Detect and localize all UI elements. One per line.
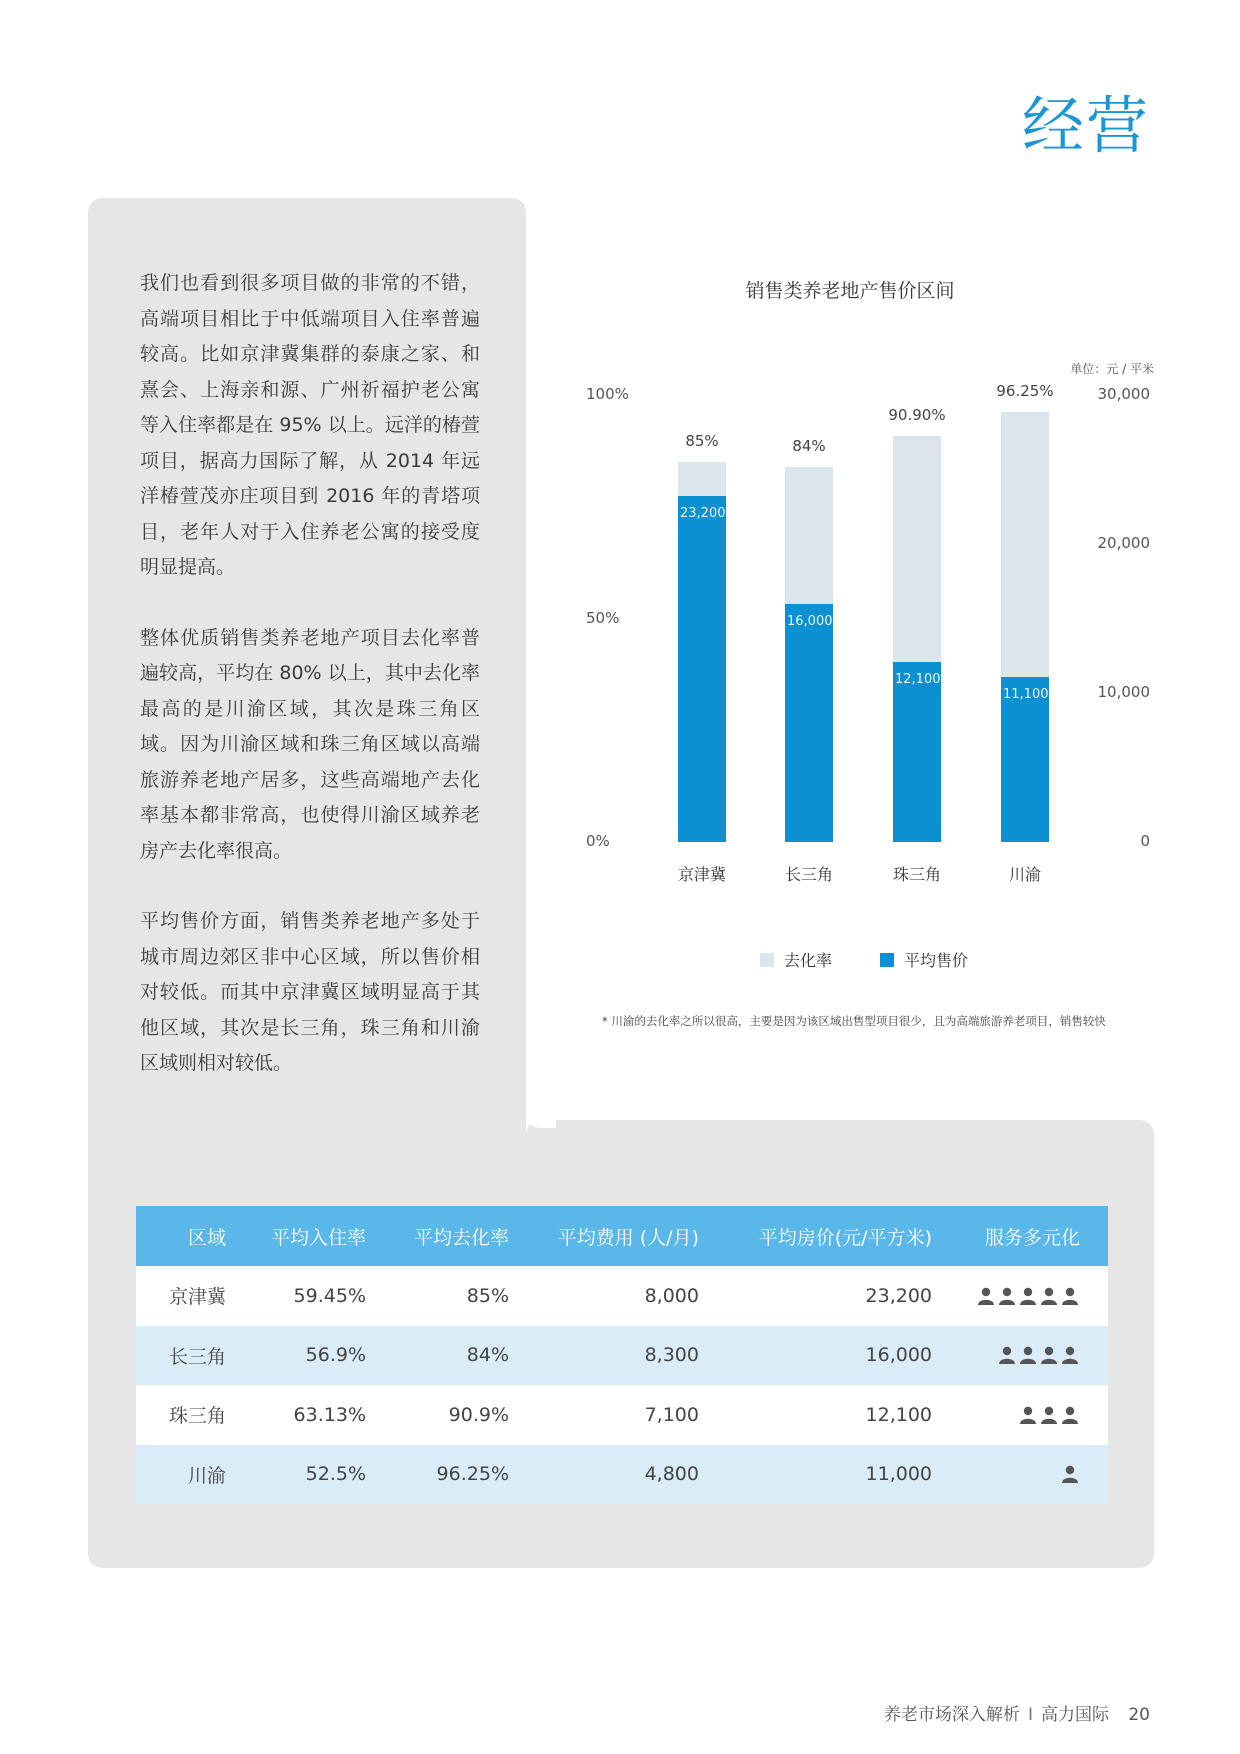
bar-price-label: 11,100: [1003, 686, 1049, 702]
legend-item-price: [880, 948, 968, 971]
person-icon: [1060, 1405, 1080, 1425]
cell-price: 12,100: [865, 1403, 932, 1426]
cell-price: 11,000: [865, 1463, 932, 1486]
header-service: 服务多元化: [984, 1226, 1080, 1249]
bar-price-label: 16,000: [787, 613, 833, 629]
page-footer: [884, 1700, 1150, 1725]
cell-fee: 8,000: [644, 1284, 699, 1307]
header-occupancy: 平均入住率: [270, 1226, 366, 1249]
cell-region: 珠三角: [168, 1405, 226, 1428]
left-axis-tick: 50%: [586, 608, 620, 627]
service-people-icons: [976, 1286, 1080, 1306]
table-row: [136, 1266, 1108, 1326]
cell-service: [932, 1286, 1080, 1306]
chart-title: 销售类养老地产售价区间: [745, 280, 955, 302]
cell-occupancy: 56.9%: [305, 1344, 366, 1367]
cell-fee: 4,800: [644, 1463, 699, 1486]
footer-publication: 养老市场深入解析: [883, 1705, 1020, 1725]
person-icon: [1018, 1405, 1038, 1425]
bar-price: [785, 604, 833, 842]
table-row: [136, 1445, 1108, 1505]
cell-sellthrough: 84%: [466, 1344, 509, 1367]
person-icon: [997, 1286, 1017, 1306]
cell-region: 长三角: [168, 1345, 226, 1368]
right-axis-tick: 0: [1140, 832, 1150, 850]
paragraph-price: 平均售价方面，销售类养老地产多处于城市周边郊区非中心区域，所以售价相对较低。而其中京津冀区域明显高于其他区域，其次是长三角，珠三角和川渝区域则相对较低。: [140, 910, 480, 1074]
paragraph-sellthrough: 整体优质销售类养老地产项目去化率普遍较高，平均在 80% 以上，其中去化率最高的是川渝区域，其次是珠三角区域。因为川渝区域和珠三角区域以高端旅游养老地产居多，这些高端地产去化率基本都非常高，也使得川渝区域养老房产去化率很高。: [140, 626, 480, 862]
legend-swatch: [880, 953, 894, 967]
bar-sellthrough-label: 85%: [685, 432, 719, 451]
body-text: [140, 266, 480, 1117]
section-title: 经营: [1021, 89, 1150, 162]
table-header-row: [136, 1206, 1108, 1266]
right-axis-tick: 20,000: [1097, 534, 1150, 552]
cell-service: [932, 1464, 1080, 1484]
right-axis-tick: 30,000: [1097, 385, 1150, 403]
service-people-icons: [1018, 1405, 1080, 1425]
category-label: 川渝: [1008, 865, 1041, 884]
cell-sellthrough: 96.25%: [436, 1463, 509, 1486]
header-sellthrough: 平均去化率: [413, 1226, 509, 1249]
category-label: 珠三角: [892, 865, 941, 884]
footer-separator: I: [1027, 1705, 1033, 1725]
chart-unit: 单位：元 / 平米: [1070, 362, 1154, 376]
person-icon: [1039, 1286, 1059, 1306]
panel-corner: [526, 1098, 556, 1128]
cell-occupancy: 59.45%: [293, 1284, 366, 1307]
service-people-icons: [1060, 1464, 1080, 1484]
cell-region: 京津冀: [168, 1286, 226, 1309]
page-number: 20: [1128, 1705, 1150, 1725]
header-price: 平均房价(元/平方米): [758, 1226, 932, 1249]
table-row: [136, 1385, 1108, 1445]
legend-item-sellthrough: [760, 948, 832, 971]
chart-footnote: * 川渝的去化率之所以很高，主要是因为该区域出售型项目很少，且为高端旅游养老项目，销售较快: [602, 1014, 1106, 1028]
left-axis-tick: 100%: [586, 385, 629, 403]
cell-occupancy: 63.13%: [293, 1403, 366, 1426]
cell-fee: 7,100: [644, 1403, 699, 1426]
cell-price: 16,000: [865, 1344, 932, 1367]
right-axis-tick: 10,000: [1097, 683, 1150, 701]
cell-region: 川渝: [187, 1464, 226, 1487]
person-icon: [997, 1345, 1017, 1365]
left-axis-tick: 0%: [586, 832, 610, 850]
bar-sellthrough-label: 84%: [792, 436, 826, 455]
cell-sellthrough: 90.9%: [448, 1403, 509, 1426]
bar-price-label: 23,200: [680, 506, 726, 522]
table-row: [136, 1326, 1108, 1386]
cell-sellthrough: 85%: [466, 1284, 509, 1307]
person-icon: [1060, 1464, 1080, 1484]
bar-price-label: 12,100: [895, 671, 941, 687]
paragraph-occupancy: 我们也看到很多项目做的非常的不错，高端项目相比于中低端项目入住率普遍较高。比如京津冀集群的泰康之家、和熹会、上海亲和源、广州祈福护老公寓等入住率都是在 95% 以上。远洋的椿萱项目，据高力国际了解，从 2014 年远洋椿萱茂亦庄项目到 2016 年的青塔项目，老年人对于入住养老公寓的接受度明显提高。: [140, 272, 480, 578]
person-icon: [976, 1286, 996, 1306]
legend-label: 去化率: [784, 951, 833, 970]
legend-swatch: [760, 953, 774, 967]
bar-price: [678, 496, 726, 842]
person-icon: [1039, 1345, 1059, 1365]
cell-fee: 8,300: [644, 1344, 699, 1367]
person-icon: [1060, 1345, 1080, 1365]
service-people-icons: [997, 1345, 1080, 1365]
cell-occupancy: 52.5%: [305, 1463, 366, 1486]
person-icon: [1039, 1405, 1059, 1425]
bar-price: [893, 662, 941, 842]
header-region: 区域: [187, 1226, 226, 1249]
category-label: 京津冀: [677, 865, 726, 884]
bar-sellthrough-label: 90.90%: [888, 405, 946, 424]
bar-sellthrough-label: 96.25%: [996, 381, 1054, 400]
person-icon: [1060, 1286, 1080, 1306]
header-fee: 平均费用 (人/月): [557, 1226, 699, 1249]
person-icon: [1018, 1286, 1038, 1306]
cell-service: [932, 1405, 1080, 1425]
category-label: 长三角: [784, 865, 833, 884]
cell-service: [932, 1345, 1080, 1365]
table-body: [136, 1266, 1108, 1504]
footer-company: 高力国际: [1040, 1705, 1109, 1725]
summary-table: [136, 1206, 1108, 1504]
legend-label: 平均售价: [904, 951, 969, 970]
cell-price: 23,200: [865, 1284, 932, 1307]
person-icon: [1018, 1345, 1038, 1365]
